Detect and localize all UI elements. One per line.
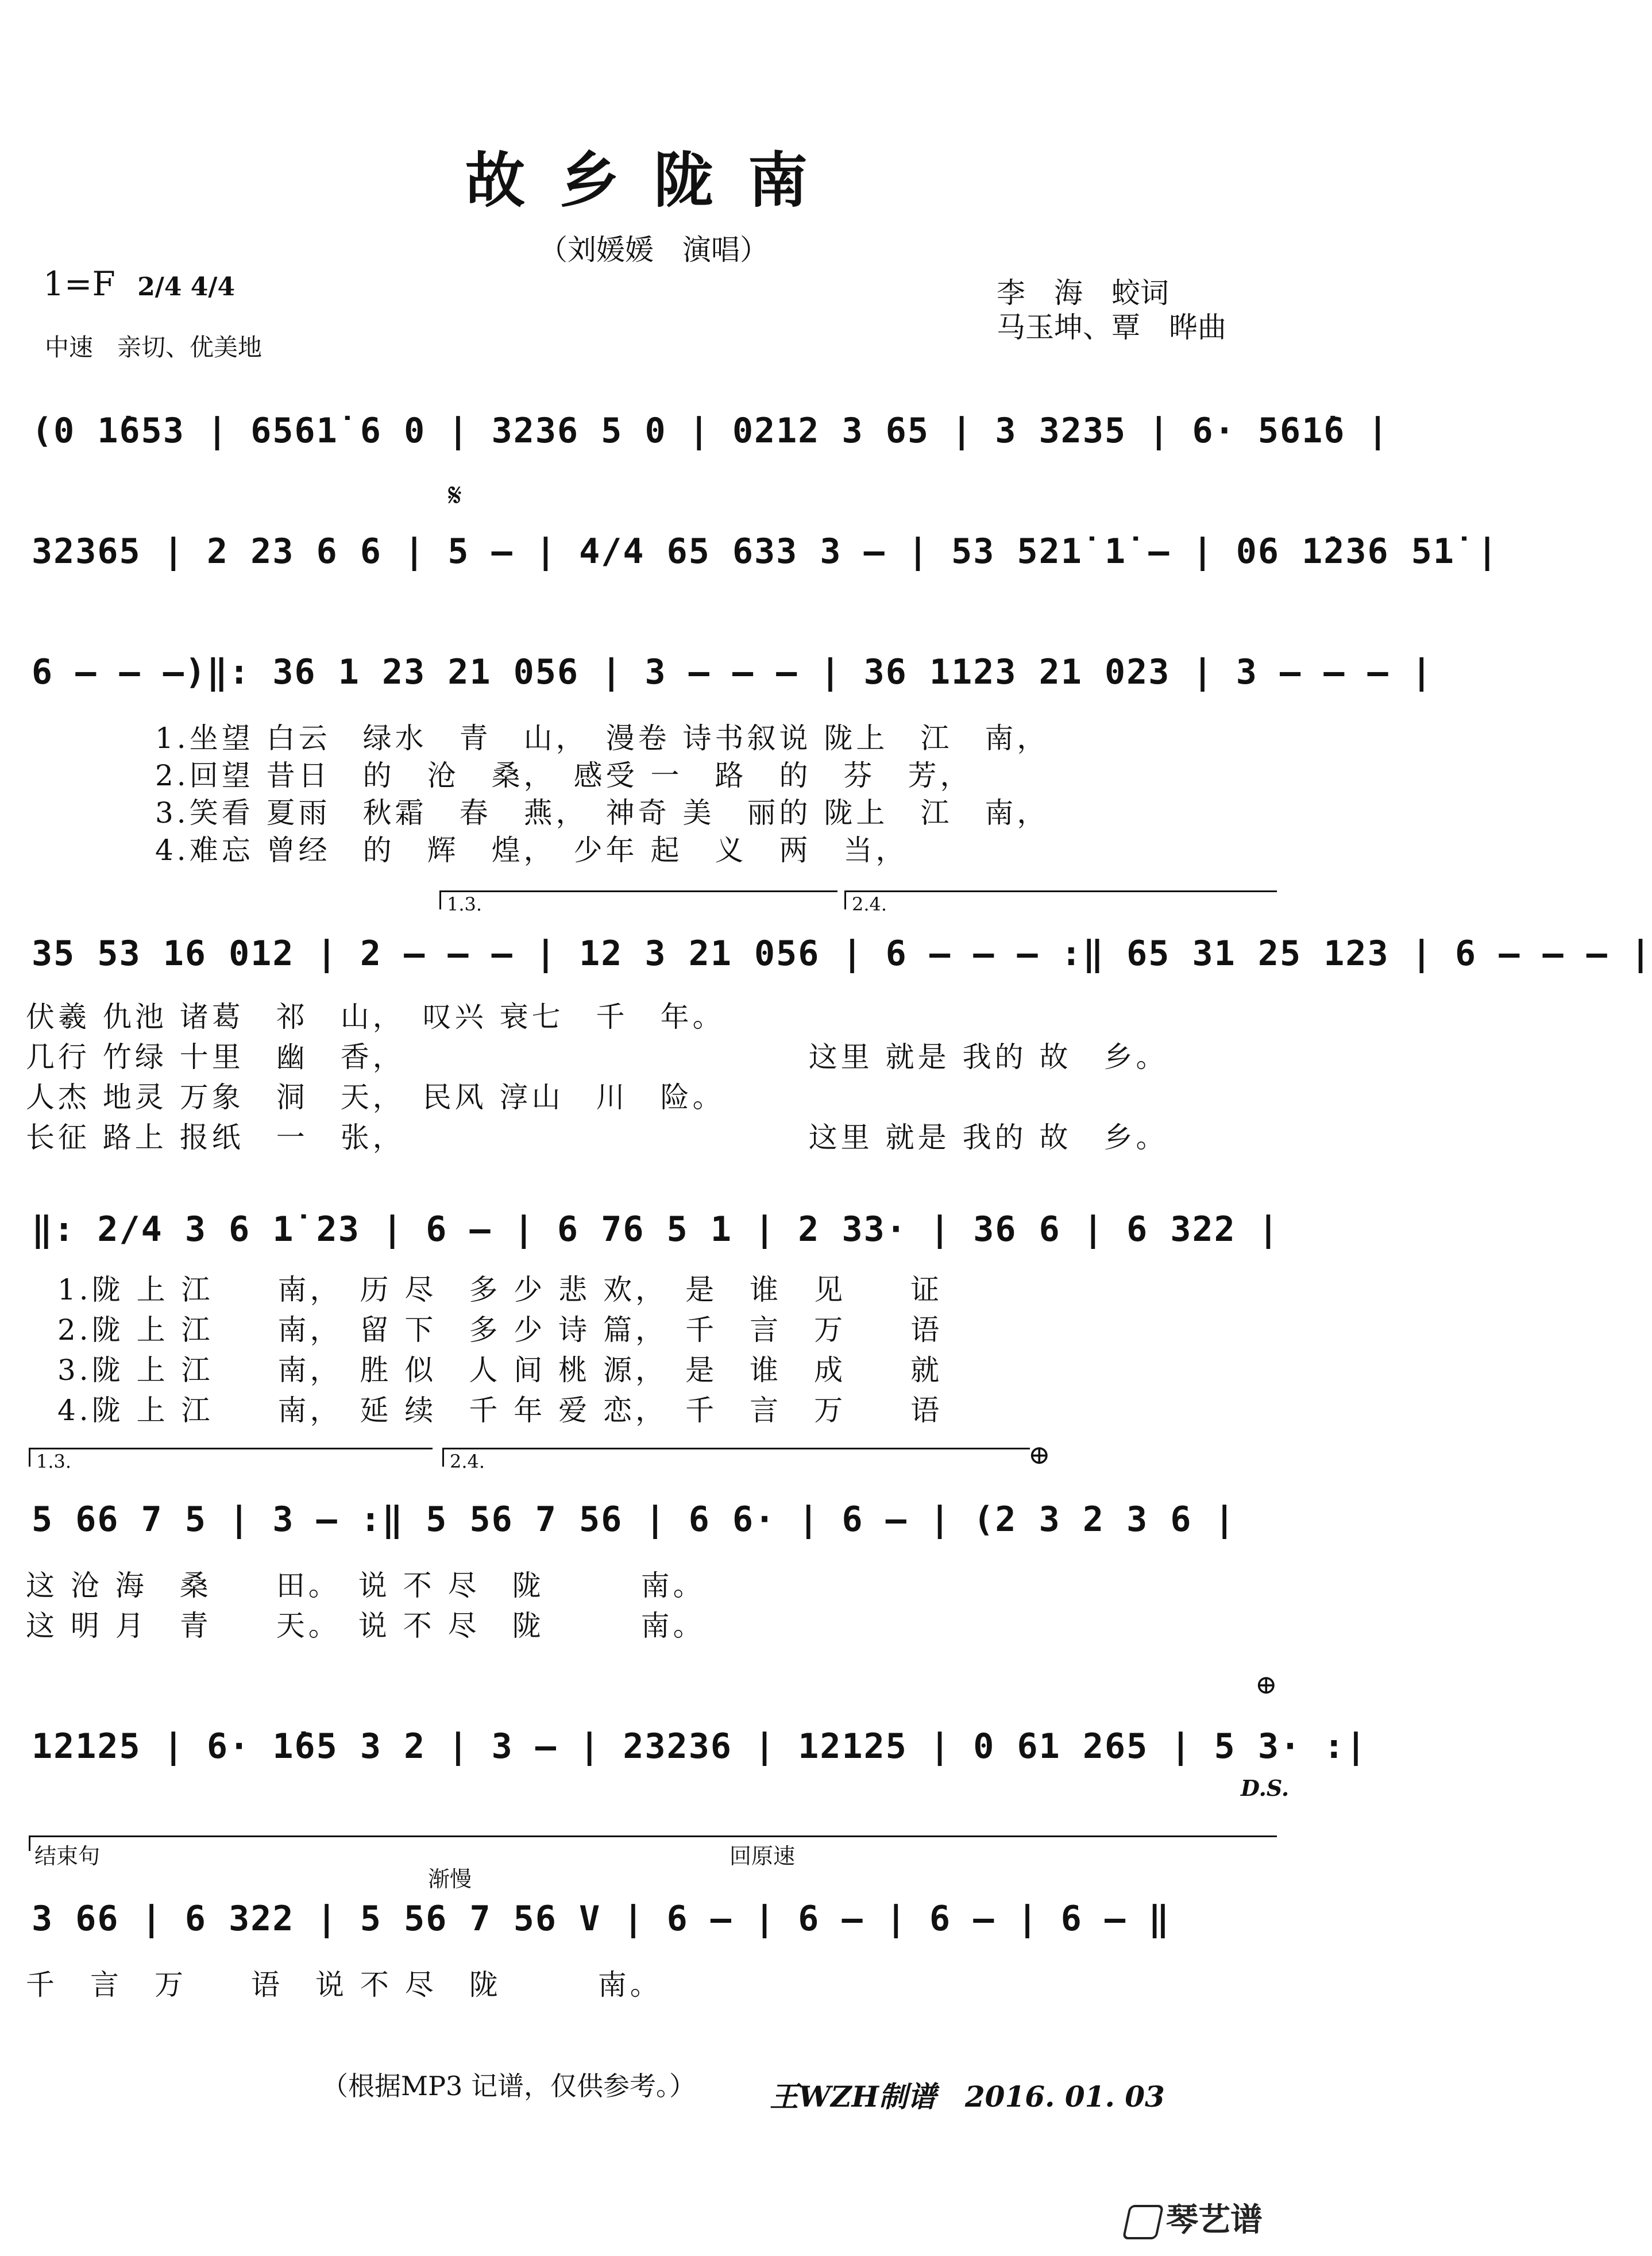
first-ending-bracket-2: 1.3. [29,1448,433,1467]
first-ending-bracket: 1.3. [439,890,837,909]
composer-credit: 马玉坤、覃 晔曲 [997,311,1226,344]
lyrics-verse-3b: 人杰 地灵 万象 洞 天， 民风 淳山 川 险。 [26,1081,725,1114]
lyrics-verse-3a: 3.笑看 夏雨 秋霜 春 燕， 神奇 美 丽的 陇上 江 南， [155,796,1049,830]
lyricist-credit: 李 海 蛟词 [997,276,1169,310]
page-title: 故乡陇南 [465,145,842,215]
staff-notes: 35 53 16 012 | 2 — — — | 12 3 21 056 | 6 — — — :‖ 65 31 25 123 | 6 — — — | [32,934,1652,974]
lyrics-chorus-2: 2.陇 上 江 南， 留 下 多 少 诗 篇， 千 言 万 语 [57,1313,943,1347]
lyrics-chorus-1: 1.陇 上 江 南， 历 尽 多 少 悲 欢， 是 谁 见 证 [57,1273,943,1306]
second-ending-bracket-2: 2.4. [442,1448,1030,1467]
ritardando-label: 渐慢 [428,1866,472,1892]
staff-notes: ‖: 2/4 3 6 1̇ 23 | 6 — | 6 76 5 1 | 2 33· | 36 6 | 6 322 | [32,1209,1280,1250]
site-logo [1126,2195,1263,2240]
a-tempo-label: 回原速 [729,1844,796,1869]
lyrics-ending-1: 这 沧 海 桑 田。 说 不 尽 陇 南。 [26,1569,705,1602]
staff-notes: (0 1̇653 | 6561̇ 6 0 | 3236 5 0 | 0212 3 65 | 3 3235 | 6· 561̇6 | [32,411,1389,451]
second-ending-bracket: 2.4. [844,890,1277,909]
key-signature [43,264,235,303]
lyrics-verse-2b: 几行 竹绿 十里 幽 香， 这里 就是 我的 故 乡。 [26,1040,1168,1074]
singer-credit: （刘媛媛 演唱） [539,233,769,267]
lyrics-verse-4b: 长征 路上 报纸 一 张， 这里 就是 我的 故 乡。 [26,1121,1168,1154]
lyrics-chorus-4: 4.陇 上 江 南， 延 续 千 年 爱 恋， 千 言 万 语 [57,1394,943,1427]
logo-text: 琴艺谱 [1166,2201,1263,2239]
lyrics-verse-1b: 伏羲 仇池 诸葛 祁 山， 叹兴 衰七 千 年。 [26,1000,725,1033]
transcription-note: （根据MP3 记谱，仅供参考。） [322,2070,696,2101]
tempo-marking: 中速 亲切、优美地 [45,333,263,361]
lyrics-final: 千 言 万 语 说 不 尽 陇 南。 [26,1968,662,2002]
staff-notes: 32365 | 2 23 6 6 | 5 — | 4/4 65 633 3 — | 53 521̇ 1̇ — | 06 1̇236 51̇ | [32,531,1499,572]
staff-notes: 5 66 7 5 | 3 — :‖ 5 56 7 56 | 6 6· | 6 — | (2 3 2 3 6 | [32,1499,1236,1540]
logo-icon [1122,2205,1164,2239]
segno-icon: 𝄋 [448,477,462,514]
ending-phrase-label: 结束句 [34,1844,101,1869]
lyrics-ending-2: 这 明 月 青 天。 说 不 尽 陇 南。 [26,1609,705,1642]
lyrics-verse-1a: 1.坐望 白云 绿水 青 山， 漫卷 诗书叙说 陇上 江 南， [155,722,1049,755]
transcriber-signature: 王WZH制谱 2016. 01. 03 [770,2080,1165,2114]
lyrics-verse-4a: 4.难忘 曾经 的 辉 煌， 少年 起 义 两 当， [155,834,908,867]
lyrics-verse-2a: 2.回望 昔日 的 沧 桑， 感受 一 路 的 芬 芳， [155,759,972,792]
staff-notes: 6 — — —)‖: 36 1 23 21 056 | 3 — — — | 36 1123 21 023 | 3 — — — | [32,652,1433,692]
dal-segno-mark: D.S. [1241,1775,1290,1801]
lyrics-chorus-3: 3.陇 上 江 南， 胜 似 人 间 桃 源， 是 谁 成 就 [57,1353,943,1387]
staff-notes: 3 66 | 6 322 | 5 56 7 56 V | 6 — | 6 — | 6 — | 6 — ‖ [32,1899,1171,1939]
coda-icon-2: ⊕ [1255,1669,1277,1700]
coda-icon: ⊕ [1028,1439,1051,1470]
ending-bracket [29,1835,1277,1851]
key-label: 1=F [43,264,115,303]
staff-notes: 12125 | 6· 1̇65 3 2 | 3 — | 23236 | 12125 | 0 61 265 | 5 3· :| [32,1726,1368,1767]
time-signature: 2/4 4/4 [137,272,236,302]
